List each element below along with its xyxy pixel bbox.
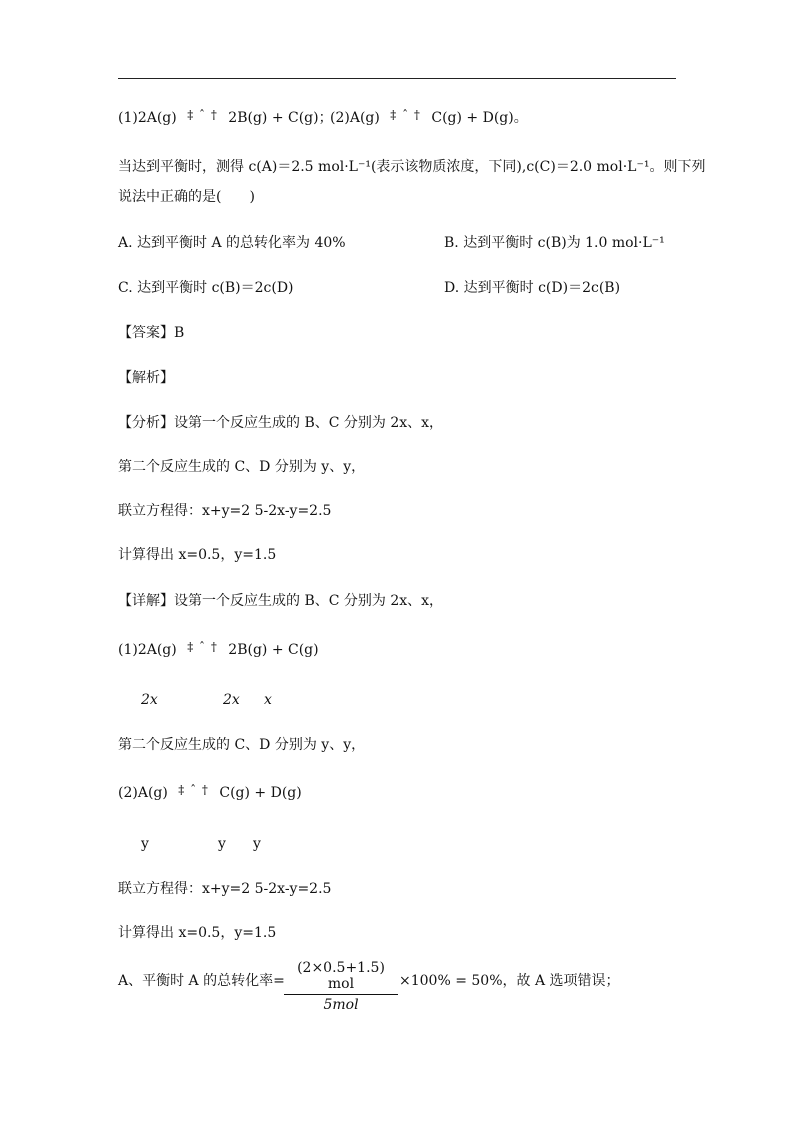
detail-eq1-left: (1)2A(g) — [118, 642, 177, 658]
detail-line-3: 联立方程得：x+y=2 5-2x-y=2.5 — [118, 881, 332, 897]
detail-row1-a-text: 2x — [141, 692, 158, 708]
analysis-line-2: 第二个反应生成的 C、D 分别为 y、y， — [118, 459, 366, 475]
reaction-2-left: (2)A(g) — [330, 110, 380, 126]
detail-equation-2 — [118, 783, 302, 803]
detail-row2-a: y — [141, 836, 149, 852]
detail-row2-b: y — [218, 836, 226, 852]
detail-eq1-right: 2B(g) + C(g) — [228, 642, 319, 658]
reactions-line — [118, 108, 333, 128]
option-c: C. 达到平衡时 c(B)＝2c(D) — [118, 280, 294, 296]
equilibrium-arrow-icon: ‡ ˆ † — [390, 108, 421, 122]
question-stem-line-1: 当达到平衡时，测得 c(A)＝2.5 mol·L⁻¹(表示该物质浓度，下同),c(C)＝2.0 mol·L⁻¹。则下列 — [118, 159, 706, 175]
detail-final-prefix: A、平衡时 A 的总转化率= — [118, 973, 285, 989]
reaction-2 — [330, 108, 528, 128]
detail-row1-b — [223, 690, 240, 710]
option-b: B. 达到平衡时 c(B)为 1.0 mol·L⁻¹ — [444, 235, 665, 251]
answer: 【答案】B — [118, 325, 185, 341]
detail-final-suffix: ×100% = 50%，故 A 选项错误； — [399, 973, 620, 989]
analysis-title: 【解析】 — [118, 370, 174, 386]
equilibrium-arrow-icon: ‡ ˆ † — [178, 783, 209, 797]
analysis-line-4: 计算得出 x=0.5，y=1.5 — [118, 547, 277, 563]
reaction-1-left: (1)2A(g) — [118, 110, 177, 126]
detail-line-1: 【详解】设第一个反应生成的 B、C 分别为 2x、x， — [118, 593, 444, 609]
detail-row2-c: y — [253, 836, 261, 852]
fraction-denominator: 5mol — [323, 997, 359, 1013]
question-stem-line-2: 说法中正确的是( ) — [118, 189, 255, 205]
detail-row1-b-text: 2x — [223, 692, 240, 708]
analysis-line-3: 联立方程得：x+y=2 5-2x-y=2.5 — [118, 503, 332, 519]
reaction-1-right: 2B(g) + C(g)； — [228, 110, 333, 126]
detail-row1-c-text: x — [264, 692, 272, 708]
conversion-fraction — [284, 960, 398, 1013]
reaction-2-right: C(g) + D(g)。 — [431, 110, 528, 126]
equilibrium-arrow-icon: ‡ ˆ † — [187, 108, 218, 122]
analysis-line-1: 【分析】设第一个反应生成的 B、C 分别为 2x、x， — [118, 415, 444, 431]
detail-line-2: 第二个反应生成的 C、D 分别为 y、y， — [118, 737, 366, 753]
header-rule — [118, 78, 676, 79]
option-a: A. 达到平衡时 A 的总转化率为 40% — [118, 235, 346, 251]
detail-row1-c — [264, 690, 272, 710]
option-d: D. 达到平衡时 c(D)＝2c(B) — [444, 280, 621, 296]
detail-eq2-left: (2)A(g) — [118, 785, 168, 801]
fraction-numerator: (2×0.5+1.5) mol — [284, 960, 398, 995]
detail-eq2-right: C(g) + D(g) — [219, 785, 302, 801]
equilibrium-arrow-icon: ‡ ˆ † — [187, 640, 218, 654]
detail-line-4: 计算得出 x=0.5，y=1.5 — [118, 925, 277, 941]
detail-row1-a — [141, 690, 158, 710]
detail-equation-1 — [118, 640, 319, 660]
